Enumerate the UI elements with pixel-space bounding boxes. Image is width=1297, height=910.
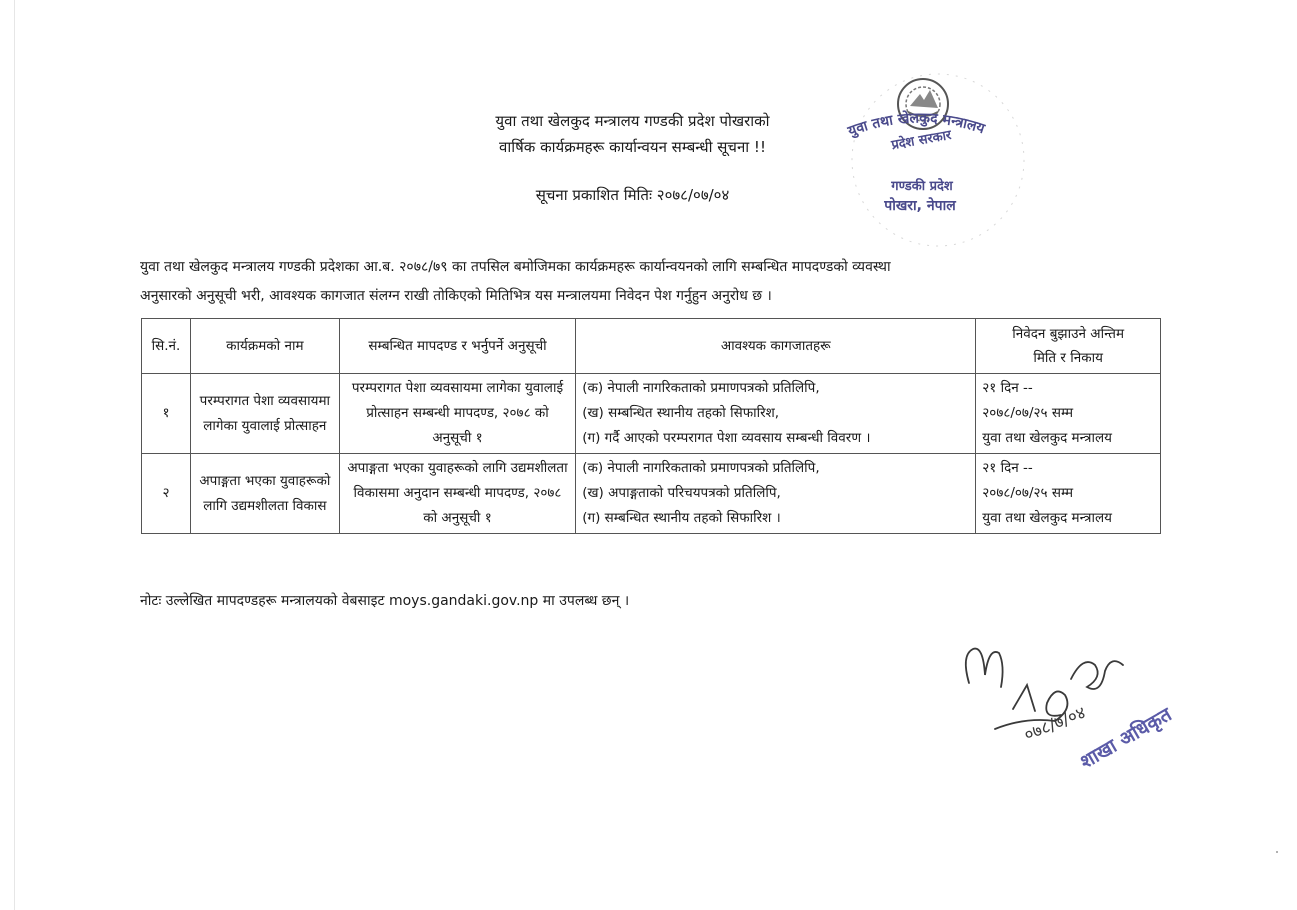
heading-line-1: युवा तथा खेलकुद मन्त्रालय गण्डकी प्रदेश पोखराको [495, 112, 770, 130]
footer-note: नोटः उल्लेखित मापदण्डहरू मन्त्रालयको वेबसाइट moys.gandaki.gov.np मा उपलब्ध छन् । [140, 593, 630, 609]
signature-date: ०७८/७/०४ [1021, 702, 1089, 746]
scan-speck [1276, 851, 1278, 853]
document-item: (क) नेपाली नागरिकताको प्रमाणपत्रको प्रतिलिपि, [582, 380, 820, 396]
intro-line-1: युवा तथा खेलकुद मन्त्रालय गण्डकी प्रदेशका आ.ब. २०७८/७९ का तपसिल बमोजिमका कार्यक्रमहरू कार्यान्वयनको लागि सम्बन्धित मापदण्डको व्यवस्था [140, 259, 891, 275]
header-sn: सि.नं. [142, 319, 191, 374]
row-program-name: परम्परागत पेशा व्यवसायमा लागेका युवालाई प्रोत्साहन [190, 374, 339, 454]
row-deadline: २१ दिन -- २०७८/०७/२५ सम्म युवा तथा खेलकुद मन्त्रालय [976, 454, 1161, 534]
document-item: (ख) अपाङ्गताको परिचयपत्रको प्रतिलिपि, [582, 485, 781, 501]
seal-top-text: प्रदेश सरकार [890, 127, 953, 154]
table-row [142, 374, 1161, 454]
row-documents [576, 374, 976, 454]
row-sn: १ [142, 374, 191, 454]
header-deadline: निवेदन बुझाउने अन्तिम मिति र निकाय [976, 319, 1161, 374]
row-deadline: २१ दिन -- २०७८/०७/२५ सम्म युवा तथा खेलकुद मन्त्रालय [976, 374, 1161, 454]
row-criteria: अपाङ्गता भएका युवाहरूको लागि उद्यमशीलता विकासमा अनुदान सम्बन्धी मापदण्ड, २०७८ को अनुसूची १ [339, 454, 576, 534]
row-sn: २ [142, 454, 191, 534]
seal-line-1: गण्डकी प्रदेश [891, 179, 953, 194]
document-item: (क) नेपाली नागरिकताको प्रमाणपत्रको प्रतिलिपि, [582, 460, 820, 476]
page-edge [14, 0, 15, 910]
document-item: (ग) सम्बन्धित स्थानीय तहको सिफारिश । [582, 510, 781, 526]
document-item: (ग) गर्दै आएको परम्परागत पेशा व्यवसाय सम्बन्धी विवरण । [582, 430, 871, 446]
row-criteria: परम्परागत पेशा व्यवसायमा लागेका युवालाई प्रोत्साहन सम्बन्धी मापदण्ड, २०७८ को अनुसूची १ [339, 374, 576, 454]
heading-line-2: वार्षिक कार्यक्रमहरू कार्यान्वयन सम्बन्धी सूचना !! [499, 138, 766, 156]
intro-paragraph [140, 253, 1170, 311]
table-header-row [142, 319, 1161, 374]
notice-heading [400, 108, 865, 160]
seal-line-2: पोखरा, नेपाल [884, 198, 956, 214]
header-criteria: सम्बन्धित मापदण्ड र भर्नुपर्ने अनुसूची [339, 319, 576, 374]
table-row [142, 454, 1161, 534]
header-docs: आवश्यक कागजातहरू [576, 319, 976, 374]
intro-line-2: अनुसारको अनुसूची भरी, आवश्यक कागजात संलग्न राखी तोकिएको मितिभित्र यस मन्त्रालयमा निवेदन पेश गर्नुहुन अनुरोध छ । [140, 288, 772, 304]
designation-stamp: शाखा अधिकृत [1076, 703, 1176, 774]
seal-ring [852, 74, 1024, 246]
row-program-name: अपाङ्गता भएका युवाहरूको लागि उद्यमशीलता विकास [190, 454, 339, 534]
programs-table [141, 318, 1161, 534]
seal-arc-text: युवा तथा खेलकुद मन्त्रालय [845, 110, 987, 140]
officer-signature [955, 625, 1215, 775]
ministry-seal [838, 68, 1038, 248]
row-documents [576, 454, 976, 534]
published-date: सूचना प्रकाशित मितिः २०७८/०७/०४ [535, 186, 730, 204]
header-name: कार्यक्रमको नाम [190, 319, 339, 374]
document-item: (ख) सम्बन्धित स्थानीय तहको सिफारिश, [582, 405, 780, 421]
